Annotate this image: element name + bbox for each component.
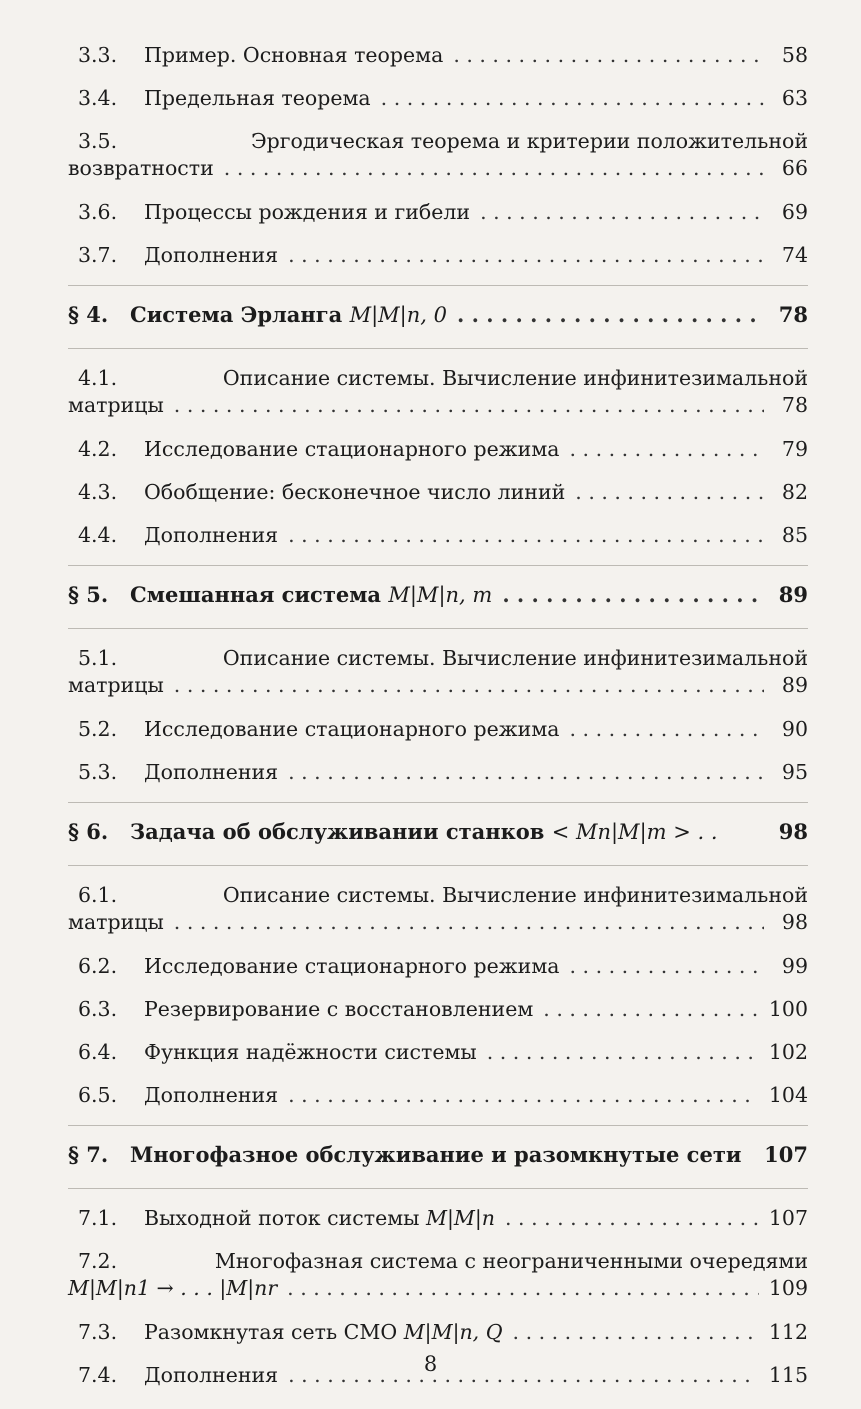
entry-page: 109: [768, 1276, 808, 1300]
entry-title-line1: Описание системы. Вычисление инфинитезимальной: [222, 646, 808, 670]
section-divider: [68, 1125, 808, 1126]
entry-title: Функция надёжности системы: [144, 1040, 477, 1064]
leader-dots: [570, 716, 765, 742]
section-math: < Mn|M|m > . .: [551, 820, 718, 844]
section-page: 107: [764, 1142, 808, 1167]
section-divider: [68, 348, 808, 349]
toc-entry-5-3[interactable]: [68, 759, 808, 785]
entry-math-line2: M|M|n1 → . . . |M|nr: [68, 1276, 278, 1300]
entry-number: 3.5.: [78, 129, 118, 153]
entry-title: Предельная теорема: [144, 86, 371, 110]
entry-page: 95: [781, 760, 808, 784]
section-page: 78: [778, 302, 808, 327]
entry-page: 58: [781, 43, 808, 67]
toc-entry-3-4[interactable]: [68, 85, 808, 111]
section-title: Задача об обслуживании станков: [130, 819, 545, 844]
leader-dots: [505, 1205, 759, 1231]
toc-entry-6-4[interactable]: [68, 1039, 808, 1065]
entry-page: 74: [781, 243, 808, 267]
entry-title-line1: Эргодическая теорема и критерии положительной: [250, 129, 808, 153]
entry-page: 79: [781, 437, 808, 461]
leader-dots: [174, 392, 764, 419]
entry-number: 7.4.: [78, 1363, 118, 1387]
section-page: 98: [778, 819, 808, 844]
toc-entry-4-1[interactable]: [68, 365, 808, 419]
section-number: § 7.: [68, 1142, 109, 1167]
section-title: Многофазное обслуживание и разомкнутые сети: [130, 1142, 742, 1167]
section-number: § 4.: [68, 302, 109, 327]
toc-entry-6-3[interactable]: [68, 996, 808, 1022]
leader-dots: [453, 42, 764, 68]
entry-number: 7.2.: [78, 1249, 118, 1273]
entry-title: Обобщение: бесконечное число линий: [144, 480, 566, 504]
leader-dots: [502, 582, 764, 608]
leader-dots: [381, 85, 764, 111]
entry-math: M|M|n: [426, 1206, 495, 1230]
page-number: 8: [423, 1352, 438, 1376]
entry-title-line2: матрицы: [68, 910, 164, 934]
entry-title-line1: Описание системы. Вычисление инфинитезимальной: [222, 883, 808, 907]
entry-title: Исследование стационарного режима: [144, 437, 560, 461]
entry-page: 100: [768, 997, 808, 1021]
entry-title: Исследование стационарного режима: [144, 717, 560, 741]
leader-dots: [575, 479, 764, 505]
leader-dots: [174, 672, 764, 699]
leader-dots: [487, 1039, 759, 1065]
entry-number: 5.1.: [78, 646, 118, 670]
toc-entry-5-1[interactable]: [68, 645, 808, 699]
entry-number: 4.1.: [78, 366, 118, 390]
section-math: M|M|n, m: [388, 583, 493, 607]
entry-page: 78: [781, 393, 808, 417]
section-math: M|M|n, 0: [349, 303, 447, 327]
section-divider: [68, 865, 808, 866]
entry-title: Пример. Основная теорема: [144, 43, 444, 67]
entry-number: 4.4.: [78, 523, 118, 547]
leader-dots: [224, 155, 764, 182]
toc-entry-4-3[interactable]: [68, 479, 808, 505]
leader-dots: [480, 199, 764, 225]
entry-number: 4.3.: [78, 480, 118, 504]
toc-section-6[interactable]: [68, 819, 808, 845]
entry-page: 66: [781, 156, 808, 180]
toc-entry-3-6[interactable]: [68, 199, 808, 225]
entry-title: Резервирование с восстановлением: [144, 997, 534, 1021]
section-divider: [68, 628, 808, 629]
entry-number: 6.1.: [78, 883, 118, 907]
entry-title: Дополнения: [144, 243, 279, 267]
section-page: 89: [778, 582, 808, 607]
section-title: Смешанная система: [130, 582, 382, 607]
entry-title-line2: матрицы: [68, 393, 164, 417]
entry-title: Разомкнутая сеть СМО: [144, 1320, 398, 1344]
entry-title-line1: Многофазная система с неограниченными очередями: [214, 1249, 808, 1273]
toc-entry-7-2[interactable]: [68, 1248, 808, 1302]
entry-number: 5.3.: [78, 760, 118, 784]
entry-number: 3.4.: [78, 86, 118, 110]
toc-section-7[interactable]: [68, 1142, 808, 1168]
leader-dots: [457, 302, 764, 328]
entry-page: 82: [781, 480, 808, 504]
entry-page: 99: [781, 954, 808, 978]
toc-entry-7-3[interactable]: [68, 1319, 808, 1345]
leader-dots: [288, 522, 764, 548]
entry-number: 6.2.: [78, 954, 118, 978]
toc-entry-3-7[interactable]: [68, 242, 808, 268]
entry-number: 6.5.: [78, 1083, 118, 1107]
table-of-contents: [68, 42, 808, 1405]
entry-page: 69: [781, 200, 808, 224]
section-divider: [68, 285, 808, 286]
entry-title-line2: возвратности: [68, 156, 214, 180]
section-number: § 6.: [68, 819, 109, 844]
entry-page: 102: [768, 1040, 808, 1064]
section-title: Система Эрланга: [130, 302, 343, 327]
entry-number: 3.6.: [78, 200, 118, 224]
leader-dots: [288, 242, 764, 268]
toc-entry-3-5[interactable]: [68, 128, 808, 182]
entry-page: 104: [768, 1083, 808, 1107]
entry-math: M|M|n, Q: [403, 1320, 503, 1344]
toc-entry-7-1[interactable]: [68, 1205, 808, 1231]
entry-page: 98: [781, 910, 808, 934]
leader-dots: [513, 1319, 759, 1345]
entry-number: 3.3.: [78, 43, 118, 67]
entry-title-line1: Описание системы. Вычисление инфинитезимальной: [222, 366, 808, 390]
entry-title: Дополнения: [144, 523, 279, 547]
leader-dots: [570, 436, 765, 462]
toc-entry-4-4[interactable]: [68, 522, 808, 548]
leader-dots: [287, 1275, 759, 1302]
leader-dots: [288, 1082, 759, 1108]
leader-dots: [174, 909, 764, 936]
entry-title: Дополнения: [144, 760, 279, 784]
toc-section-4[interactable]: [68, 302, 808, 328]
toc-entry-6-5[interactable]: [68, 1082, 808, 1108]
entry-page: 63: [781, 86, 808, 110]
entry-number: 6.4.: [78, 1040, 118, 1064]
entry-title: Выходной поток системы: [144, 1206, 420, 1230]
entry-title: Дополнения: [144, 1363, 279, 1387]
leader-dots: [543, 996, 759, 1022]
entry-page: 115: [768, 1363, 808, 1387]
section-divider: [68, 802, 808, 803]
section-divider: [68, 1188, 808, 1189]
toc-entry-4-2[interactable]: [68, 436, 808, 462]
entry-number: 6.3.: [78, 997, 118, 1021]
toc-entry-6-2[interactable]: [68, 953, 808, 979]
toc-section-5[interactable]: [68, 582, 808, 608]
entry-page: 89: [781, 673, 808, 697]
toc-entry-5-2[interactable]: [68, 716, 808, 742]
entry-title: Исследование стационарного режима: [144, 954, 560, 978]
leader-dots: [288, 759, 764, 785]
entry-title-line2: матрицы: [68, 673, 164, 697]
toc-entry-6-1[interactable]: [68, 882, 808, 936]
toc-entry-3-3[interactable]: [68, 42, 808, 68]
entry-number: 7.1.: [78, 1206, 118, 1230]
entry-title: Процессы рождения и гибели: [144, 200, 471, 224]
section-divider: [68, 565, 808, 566]
entry-page: 85: [781, 523, 808, 547]
section-number: § 5.: [68, 582, 109, 607]
entry-page: 107: [768, 1206, 808, 1230]
entry-page: 90: [781, 717, 808, 741]
entry-number: 3.7.: [78, 243, 118, 267]
entry-number: 4.2.: [78, 437, 118, 461]
entry-number: 7.3.: [78, 1320, 118, 1344]
entry-number: 5.2.: [78, 717, 118, 741]
entry-title: Дополнения: [144, 1083, 279, 1107]
entry-page: 112: [768, 1320, 808, 1344]
leader-dots: [570, 953, 765, 979]
